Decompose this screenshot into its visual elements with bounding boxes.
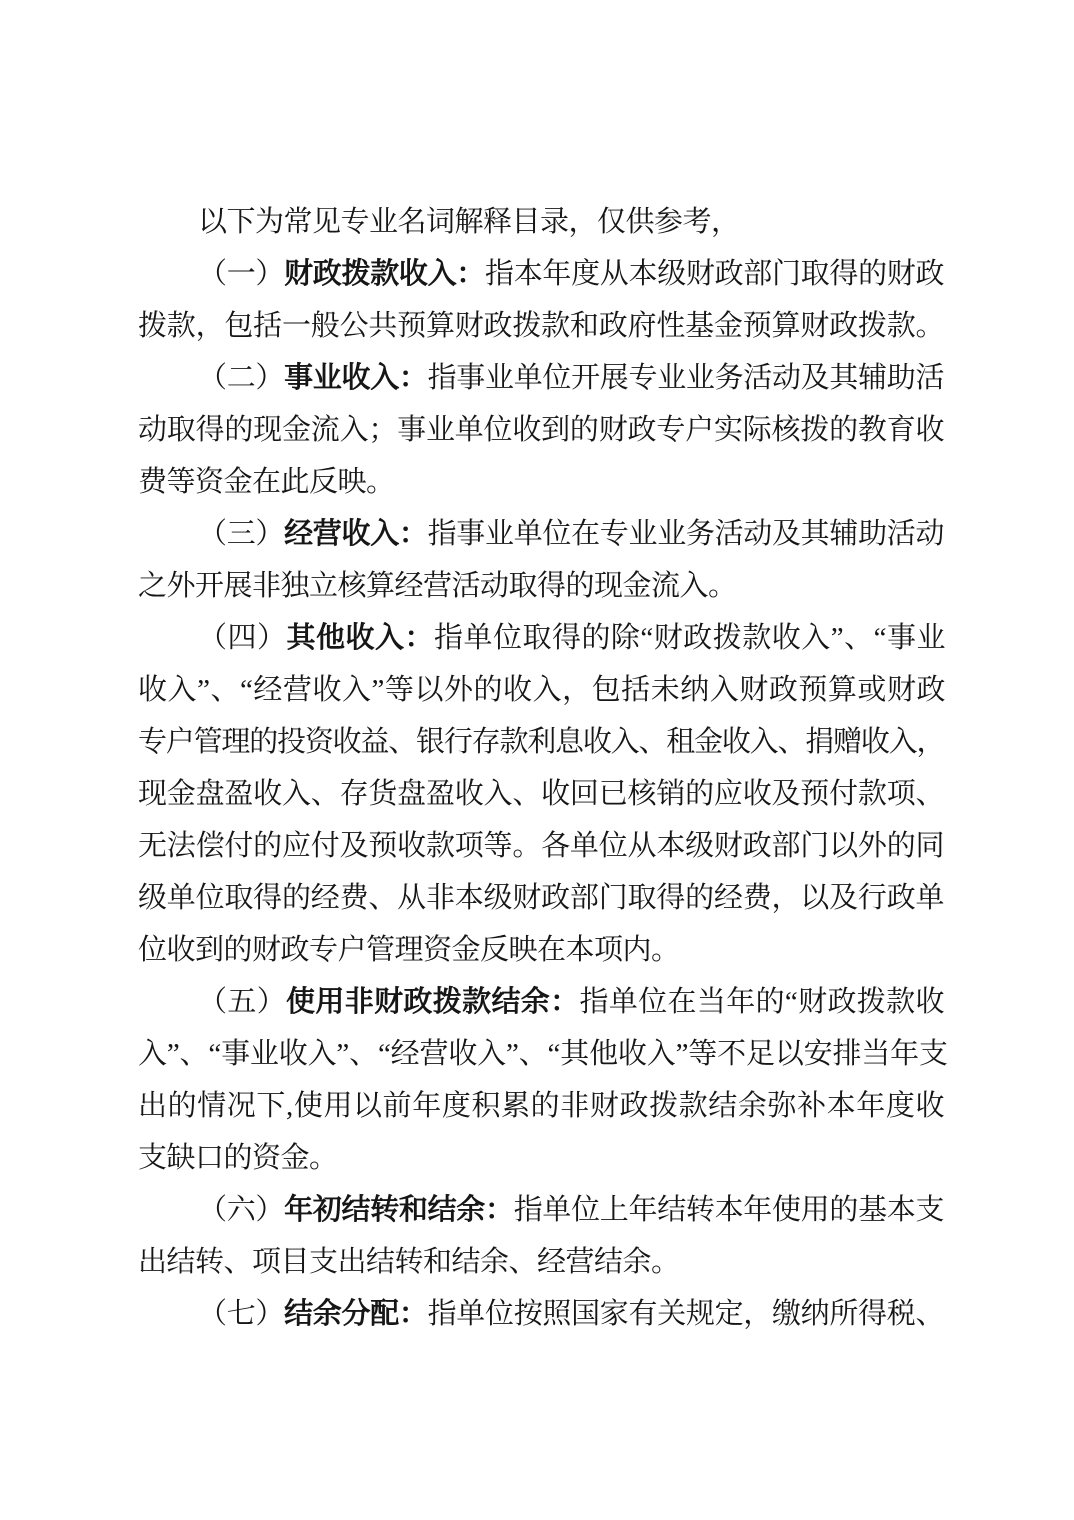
line-text: 现金盘盈收入、存货盘盈收入、收回已核销的应收及预付款项、	[138, 778, 944, 810]
line-text: 以下为常见专业名词解释目录，仅供参考，	[198, 206, 740, 238]
term-label: 事业收入：	[284, 362, 428, 394]
term-label: 其他收入：	[286, 622, 434, 654]
text-line	[138, 1028, 944, 1080]
item-number: （四）	[198, 622, 287, 654]
line-text: 收入”、“经营收入”等以外的收入，包括未纳入财政预算或财政	[138, 674, 944, 706]
item-number: （七）	[198, 1298, 285, 1330]
line-text: 动取得的现金流入；事业单位收到的财政专户实际核拨的教育收	[138, 414, 944, 446]
term-label: 年初结转和结余：	[284, 1194, 514, 1226]
line-text: 指单位上年结转本年使用的基本支	[513, 1194, 944, 1226]
line-text: 支缺口的资金。	[138, 1142, 338, 1174]
term-label: 结余分配：	[284, 1298, 428, 1330]
term-label: 使用非财政拨款结余：	[286, 986, 580, 1018]
text-line	[138, 248, 944, 300]
item-number: （二）	[198, 362, 285, 394]
line-text: 指事业单位开展专业业务活动及其辅助活	[427, 362, 944, 394]
line-text: 指单位按照国家有关规定，缴纳所得税、	[427, 1298, 944, 1330]
line-text: 出结转、项目支出结转和结余、经营结余。	[138, 1246, 680, 1278]
text-line	[138, 872, 944, 924]
line-text: 入”、“事业收入”、“经营收入”、“其他收入”等不足以安排当年支	[138, 1038, 944, 1070]
line-text: 拨款，包括一般公共预算财政拨款和政府性基金预算财政拨款。	[138, 310, 944, 342]
text-line	[138, 1288, 944, 1340]
text-line	[138, 1184, 944, 1236]
text-line	[138, 924, 944, 976]
line-text: 指本年度从本级财政部门取得的财政	[485, 258, 944, 290]
text-line	[138, 976, 944, 1028]
term-label: 经营收入：	[284, 518, 428, 550]
line-text: 位收到的财政专户管理资金反映在本项内。	[138, 934, 680, 966]
line-text: 指单位取得的除“财政拨款收入”、“事业	[433, 622, 944, 654]
text-line	[138, 820, 944, 872]
glossary-text-block	[138, 196, 944, 1340]
text-line	[138, 1236, 944, 1288]
text-line	[138, 768, 944, 820]
text-line	[138, 1132, 944, 1184]
text-line	[138, 352, 944, 404]
item-number: （一）	[198, 258, 285, 290]
item-number: （五）	[198, 986, 287, 1018]
line-text: 之外开展非独立核算经营活动取得的现金流入。	[138, 570, 737, 602]
term-label: 财政拨款收入：	[284, 258, 485, 290]
line-text: 费等资金在此反映。	[138, 466, 395, 498]
text-line	[138, 196, 944, 248]
text-line	[138, 612, 944, 664]
text-line	[138, 300, 944, 352]
item-number: （三）	[198, 518, 285, 550]
text-line	[138, 716, 944, 768]
text-line	[138, 560, 944, 612]
item-number: （六）	[198, 1194, 285, 1226]
text-line	[138, 1080, 944, 1132]
text-line	[138, 508, 944, 560]
line-text: 出的情况下,使用以前年度积累的非财政拨款结余弥补本年度收	[138, 1090, 944, 1122]
line-text: 指单位在当年的“财政拨款收	[579, 986, 944, 1018]
text-line	[138, 456, 944, 508]
text-line	[138, 404, 944, 456]
line-text: 专户管理的投资收益、银行存款利息收入、租金收入、捐赠收入，	[138, 726, 944, 758]
line-text: 无法偿付的应付及预收款项等。各单位从本级财政部门以外的同	[138, 830, 944, 862]
text-line	[138, 664, 944, 716]
line-text: 指事业单位在专业业务活动及其辅助活动	[427, 518, 944, 550]
line-text: 级单位取得的经费、从非本级财政部门取得的经费，以及行政单	[138, 882, 944, 914]
